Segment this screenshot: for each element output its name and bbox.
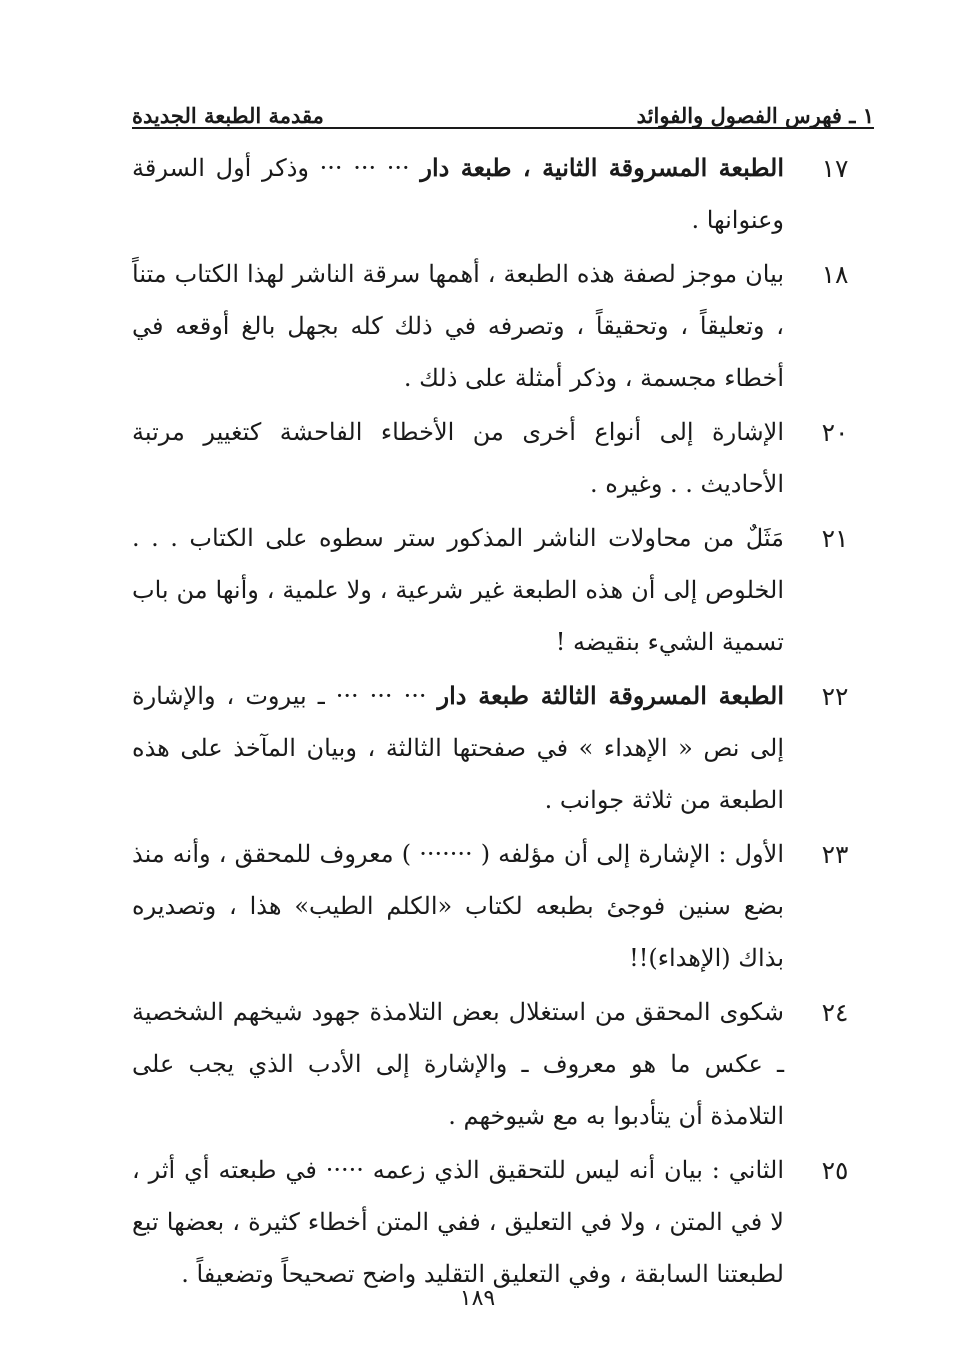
index-entry — [132, 670, 874, 826]
index-entry — [132, 142, 874, 246]
entry-body: الإشارة إلى أنواع أخرى من الأخطاء الفاحشة كتغيير مرتبة الأحاديث . . وغيره . — [132, 418, 784, 498]
index-entry — [132, 406, 874, 510]
index-entries — [132, 142, 874, 1302]
entry-body: ··· ··· ··· ـ بيروت ، والإشارة إلى نص « الإهداء » في صفحتها الثالثة ، وبيان المآخذ على هذه الطبعة من ثلاثة جوانب . — [132, 682, 784, 814]
entry-page-number: ٢٥ — [821, 1156, 849, 1185]
entry-text — [132, 142, 796, 246]
entry-lead: الطبعة المسروقة الثالثة طبعة دار — [437, 681, 785, 710]
running-header — [132, 88, 874, 128]
entry-body: الثاني : بيان أنه ليس للتحقيق الذي زعمه ····· في طبعته أي أثر ، لا في المتن ، ولا في التعليق ، ففي المتن أخطاء كثيرة ، بعضها تبع لطبعتنا السابقة ، وفي التعليق التقليد واضح تصحيحاً وتضعيفاً . — [132, 1156, 784, 1288]
entry-page-number: ٢٣ — [821, 840, 849, 869]
entry-text — [132, 248, 796, 404]
entry-text — [132, 828, 796, 984]
entry-body: ··· ··· ··· وذكر أول السرقة وعنوانها . — [132, 154, 784, 234]
entry-body: الأول : الإشارة إلى أن مؤلفه ( ······· ) معروف للمحقق ، وأنه منذ بضع سنين فوجئ بطبعه لكتاب «الكلم الطيب» هذا ، وتصديره بذاك (الإهداء)!! — [132, 840, 785, 972]
entry-text — [132, 986, 796, 1142]
header-rule — [132, 127, 874, 129]
entry-page-number: ١٧ — [821, 154, 849, 183]
index-entry — [132, 986, 874, 1142]
entry-text — [132, 670, 796, 826]
index-entry — [132, 248, 874, 404]
entry-page-number: ٢٢ — [821, 682, 849, 711]
section-title: ١ ـ فهرس الفصول والفوائد — [636, 103, 874, 128]
page-number: ١٨٩ — [459, 1286, 496, 1311]
entry-body: مَثَلٌ من محاولات الناشر المذكور ستر سطوه على الكتاب . . . الخلوص إلى أن هذه الطبعة غير شرعية ، ولا علمية ، وأنها من باب تسمية الشيء بنقيضه ! — [132, 524, 784, 656]
entry-page-number: ٢٤ — [821, 998, 849, 1027]
index-entry — [132, 1144, 874, 1300]
entry-text — [132, 512, 796, 668]
index-entry — [132, 512, 874, 668]
chapter-title: مقدمة الطبعة الجديدة — [132, 103, 324, 128]
entry-page-number: ٢٠ — [821, 418, 849, 447]
entry-page-number: ٢١ — [821, 524, 849, 553]
index-entry — [132, 828, 874, 984]
entry-lead: الطبعة المسروقة الثانية ، طبعة دار — [420, 153, 785, 182]
entry-text — [132, 406, 796, 510]
entry-body: شكوى المحقق من استغلال بعض التلامذة جهود شيخهم الشخصية ـ عكس ما هو معروف ـ والإشارة إلى الأدب الذي يجب على التلامذة أن يتأدبوا به مع شيوخهم . — [132, 998, 784, 1130]
entry-page-number: ١٨ — [821, 260, 849, 289]
entry-text — [132, 1144, 796, 1300]
entry-body: بيان موجز لصفة هذه الطبعة ، أهمها سرقة الناشر لهذا الكتاب متناً ، وتعليقاً ، وتحقيقاً ، وتصرفه في ذلك كله بجهل بالغ أوقعه في أخطاء مجسمة ، وذكر أمثلة على ذلك . — [132, 260, 785, 392]
